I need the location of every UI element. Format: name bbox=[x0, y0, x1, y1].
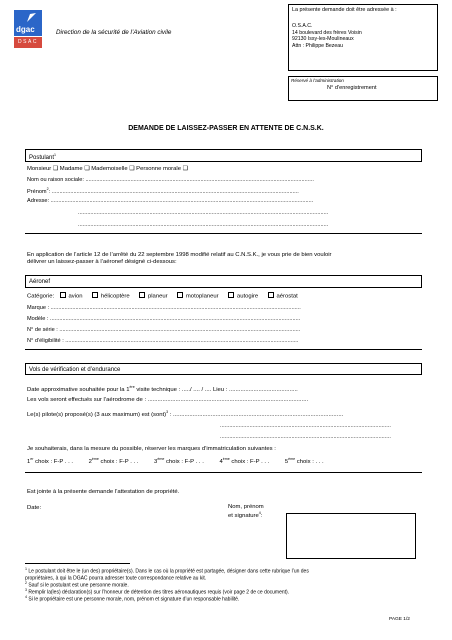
footnote-1-continued: propriétaires, à qui la DGAC pourra adresser toute correspondance relative au kit. bbox=[25, 575, 207, 582]
category-helicoptere-checkbox[interactable] bbox=[92, 292, 98, 298]
footnote-2: $^2$ Sauf si le postulant est une personne morale. bbox=[25, 581, 129, 589]
pilots-field-line-3[interactable]: .............................................................................................................. bbox=[220, 434, 391, 440]
date-label: Date: bbox=[27, 505, 42, 511]
category-autogire-checkbox[interactable] bbox=[228, 292, 234, 298]
aeronef-header-label: Aéronef bbox=[29, 279, 51, 285]
signature-label-line-2: et signature$^4$: bbox=[228, 511, 263, 519]
address-field-line-3[interactable]: ................................................................................................................................................................. bbox=[78, 222, 329, 228]
category-avion-label: avion bbox=[68, 293, 83, 300]
attestation-text: Est jointe à la présente demande l’attestation de propriété. bbox=[27, 489, 180, 495]
aeronef-header bbox=[25, 275, 422, 288]
choice-2[interactable]: 2ème choix : F-P . . . bbox=[88, 457, 139, 465]
category-planeur-label: planeur bbox=[147, 293, 168, 300]
name-field[interactable]: Nom ou raison sociale: ................................................................................................................................................... bbox=[27, 177, 314, 183]
address-field-line-2[interactable]: ................................................................................................................................................................. bbox=[78, 210, 329, 216]
dgac-logo bbox=[14, 10, 42, 48]
vols-header-label: Vols de vérification et d’endurance bbox=[29, 366, 121, 373]
direction-title: Direction de la sécurité de l’Aviation civile bbox=[56, 29, 172, 36]
footnote-4: $^4$ Si le propriétaire est une personne morale, nom, prénom et signature d’un responsable habilité. bbox=[25, 595, 240, 603]
footnote-separator bbox=[25, 563, 130, 564]
category-label: Catégorie: bbox=[27, 293, 55, 300]
postulant-header bbox=[25, 149, 422, 162]
visit-date-field[interactable]: Date approximative souhaitée pour la 1ère visite technique : ...../ .... / .... Lieu : .......................................... bbox=[27, 385, 298, 393]
registration-choices-row bbox=[27, 457, 324, 466]
choice-4[interactable]: 4ème choix : F-P . . . bbox=[219, 457, 270, 465]
pilots-field[interactable]: Le(s) pilote(s) proposé(s) (3 aux maximum) est (sont)$^3$ : ........................................................................................................ bbox=[27, 410, 344, 418]
choice-3[interactable]: 3ème choix : F-P . . . bbox=[154, 457, 204, 465]
form-title: DEMANDE DE LAISSEZ-PASSER EN ATTENTE DE C.N.S.K. bbox=[128, 125, 324, 132]
civility-options[interactable]: Monsieur ❑ Madame ❑ Mademoiselle ❑ Personne morale ❑ bbox=[27, 166, 188, 172]
address-line-3: 92130 Issy-les-Moulineaux bbox=[292, 36, 354, 42]
firstname-field[interactable]: Prénom$^2$: ............................................................................................................................................................... bbox=[27, 187, 299, 195]
registration-marks-text: Je souhaiterais, dans la mesure du possible, réserver les marques d’immatriculation suivantes : bbox=[27, 446, 276, 452]
category-motoplaneur-label: motoplaneur bbox=[185, 293, 219, 300]
admin-label: Réservé à l’administration bbox=[291, 78, 344, 83]
footnote-3: $^3$ Remplir la(les) déclaration(s) sur l’honneur de détention des titres aéronautiques requis (voir page 2 de ce document). bbox=[25, 588, 290, 596]
registration-number-label: N° d’enregistrement bbox=[327, 85, 377, 91]
category-planeur-checkbox[interactable] bbox=[139, 292, 145, 298]
page-number: PAGE 1/2 bbox=[389, 617, 410, 622]
category-aerostat-label: aérostat bbox=[276, 293, 298, 300]
signature-box[interactable] bbox=[286, 513, 416, 559]
admin-box bbox=[288, 76, 438, 101]
postulant-header-label: Postulant$^1$ bbox=[29, 153, 57, 161]
eligibility-number-field[interactable]: N° d’éligibilité : ...................................................................................................................................................... bbox=[27, 338, 299, 344]
logo-subtext: DSAC bbox=[14, 37, 42, 48]
category-avion-checkbox[interactable] bbox=[60, 292, 66, 298]
postulant-divider bbox=[25, 233, 422, 234]
application-text-line-1: En application de l’article 12 de l’arrêté du 22 septembre 1998 modifié relatif au C.N.S.K., je vous prie de bien vouloir bbox=[27, 252, 332, 258]
address-field[interactable]: Adresse: ......................................................................................................................................................................... bbox=[27, 198, 314, 204]
application-text-line-2: délivrer un laissez-passer à l’aéronef désigné ci-dessous: bbox=[27, 259, 177, 265]
logo-mark bbox=[14, 10, 42, 36]
signature-label-line-1: Nom, prénom bbox=[228, 504, 264, 510]
vols-divider bbox=[25, 472, 422, 473]
choice-5[interactable]: 5ème choix : . . . bbox=[284, 457, 324, 465]
choice-1[interactable]: 1er choix : F-P . . . bbox=[27, 457, 73, 465]
category-motoplaneur-checkbox[interactable] bbox=[177, 292, 183, 298]
category-aerostat-checkbox[interactable] bbox=[268, 292, 274, 298]
address-intro: La présente demande doit être adressée à : bbox=[292, 7, 397, 13]
modele-field[interactable]: Modèle : ................................................................................................................................................................. bbox=[27, 316, 301, 322]
aerodrome-field[interactable]: Les vols seront effectués sur l’aérodrome de : .................................................................................................. bbox=[27, 397, 309, 403]
address-line-4: Attn : Philippe Bezeau bbox=[292, 42, 344, 49]
address-line-2: 14 boulevard des frères Voisin bbox=[292, 29, 362, 36]
aeronef-divider bbox=[25, 349, 422, 350]
category-autogire-label: autogire bbox=[236, 293, 259, 300]
address-line-1: O.S.A.C. bbox=[292, 23, 313, 29]
vols-header bbox=[25, 363, 422, 375]
marque-field[interactable]: Marque : ................................................................................................................................................................. bbox=[27, 305, 301, 311]
pilots-field-line-2[interactable]: .............................................................................................................. bbox=[220, 423, 391, 429]
serial-number-field[interactable]: N° de série : ........................................................................................................................................................... bbox=[27, 327, 301, 333]
category-helicoptere-label: hélicoptère bbox=[100, 293, 130, 300]
category-row bbox=[27, 292, 298, 300]
footnote-1: $^1$ Le postulant doit être le (un des) propriétaire(s). Dans le cas où la propriété est partagée, désigner dans cette rubrique l’un des bbox=[25, 567, 309, 575]
logo-text: dgac bbox=[16, 25, 35, 34]
address-box bbox=[288, 4, 438, 71]
